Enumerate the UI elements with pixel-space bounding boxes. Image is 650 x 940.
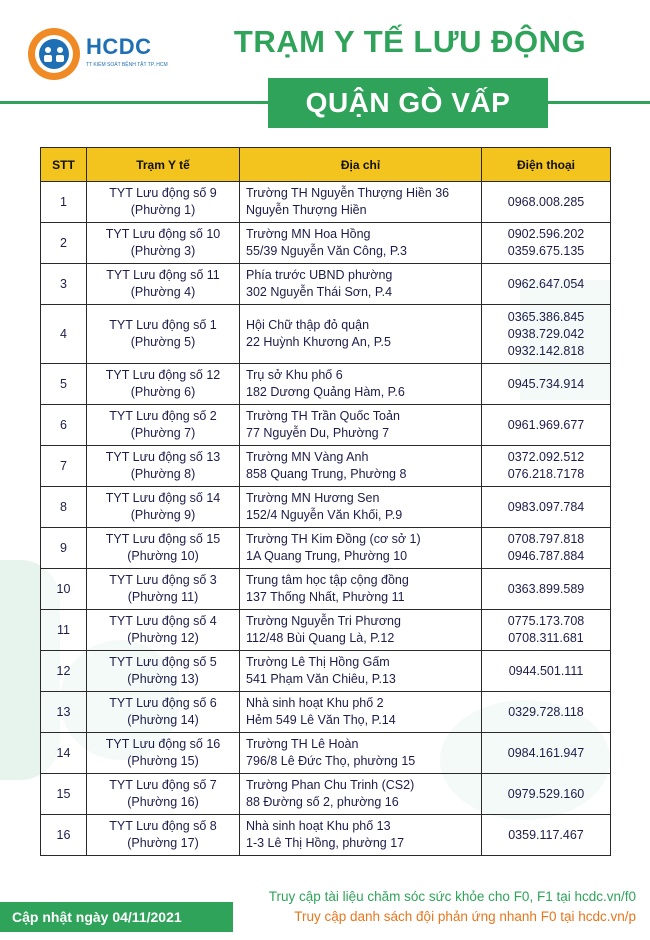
station-line: TYT Lưu động số 7 — [109, 778, 217, 792]
phone-number: 0359.117.467 — [508, 827, 584, 842]
station-line: (Phường 14) — [127, 713, 199, 727]
phone-number: 0968.008.285 — [507, 194, 585, 209]
station-line: (Phường 13) — [127, 672, 199, 686]
row-station — [87, 774, 240, 815]
row-address — [240, 569, 482, 610]
row-stt: 2 — [41, 223, 87, 264]
address-line: Trường TH Lê Hoàn — [246, 737, 359, 751]
phone-number: 0365.386.845 — [507, 309, 585, 324]
table-row — [41, 446, 611, 487]
row-phone — [482, 223, 611, 264]
phone-number: 0979.529.160 — [507, 786, 585, 801]
address-line: 22 Huỳnh Khương An, P.5 — [246, 335, 391, 349]
row-address — [240, 446, 482, 487]
address-line: Trụ sở Khu phố 6 — [246, 368, 343, 382]
station-line: TYT Lưu động số 10 — [105, 227, 221, 241]
row-phone — [482, 692, 611, 733]
row-address — [240, 528, 482, 569]
address-line: 152/4 Nguyễn Văn Khối, P.9 — [246, 508, 403, 522]
address-line: 88 Đường số 2, phường 16 — [246, 795, 399, 809]
station-line: (Phường 9) — [130, 508, 196, 522]
address-line: 302 Nguyễn Thái Sơn, P.4 — [246, 285, 393, 299]
address-line: 55/39 Nguyễn Văn Công, P.3 — [246, 244, 408, 258]
row-stt: 11 — [41, 610, 87, 651]
brand-name: HCDC — [86, 34, 152, 59]
row-stt: 1 — [41, 182, 87, 223]
station-line: TYT Lưu động số 6 — [109, 696, 217, 710]
row-stt: 10 — [41, 569, 87, 610]
row-station — [87, 487, 240, 528]
address-line: Hội Chữ thập đỏ quận — [246, 318, 370, 332]
station-line: TYT Lưu động số 11 — [106, 268, 220, 282]
row-address — [240, 305, 482, 364]
row-stt: 3 — [41, 264, 87, 305]
station-line: TYT Lưu động số 15 — [105, 532, 221, 546]
row-phone — [482, 774, 611, 815]
table-row — [41, 774, 611, 815]
address-line: Trường MN Vàng Anh — [246, 450, 369, 464]
station-line: (Phường 5) — [130, 335, 196, 349]
station-line: TYT Lưu động số 13 — [105, 450, 221, 464]
address-line: 137 Thống Nhất, Phường 11 — [246, 590, 405, 604]
row-station — [87, 651, 240, 692]
phone-number: 0946.787.884 — [507, 549, 585, 563]
row-station — [87, 405, 240, 446]
address-line: 541 Phạm Văn Chiêu, P.13 — [246, 672, 396, 686]
mobile-station-table — [40, 147, 611, 856]
row-stt: 7 — [41, 446, 87, 487]
row-phone — [482, 182, 611, 223]
address-line: 112/48 Bùi Quang Là, P.12 — [246, 631, 395, 645]
table-row — [41, 182, 611, 223]
station-line: (Phường 16) — [127, 795, 199, 809]
table-row — [41, 264, 611, 305]
row-phone — [482, 305, 611, 364]
row-address — [240, 733, 482, 774]
table-row — [41, 305, 611, 364]
row-stt: 14 — [41, 733, 87, 774]
address-line: 1A Quang Trung, Phường 10 — [246, 549, 408, 563]
row-phone — [482, 446, 611, 487]
table-row — [41, 487, 611, 528]
address-line: Trường TH Trần Quốc Toản — [246, 409, 400, 423]
row-phone — [482, 528, 611, 569]
row-station — [87, 610, 240, 651]
row-address — [240, 774, 482, 815]
row-address — [240, 651, 482, 692]
f0-docs-link[interactable]: Truy cập tài liệu chăm sóc sức khỏe cho F0, F1 tại hcdc.vn/f0 — [268, 889, 636, 904]
row-address — [240, 610, 482, 651]
station-line: (Phường 10) — [127, 549, 199, 563]
table-body — [41, 182, 611, 856]
station-line: (Phường 12) — [127, 631, 199, 645]
address-line: Trường Phan Chu Trinh (CS2) — [246, 778, 415, 792]
phone-number: 0708.311.681 — [508, 631, 584, 645]
phone-number: 0329.728.118 — [508, 704, 584, 719]
phone-number: 0372.092.512 — [507, 450, 585, 464]
station-line: TYT Lưu động số 9 — [109, 186, 217, 200]
row-station — [87, 264, 240, 305]
address-line: 182 Dương Quảng Hàm, P.6 — [246, 385, 405, 399]
row-phone — [482, 733, 611, 774]
station-line: TYT Lưu động số 2 — [109, 409, 217, 423]
table-row — [41, 528, 611, 569]
station-line: (Phường 11) — [127, 590, 199, 604]
phone-number: 0708.797.818 — [507, 532, 585, 546]
header-stt: STT — [41, 148, 87, 182]
row-address — [240, 405, 482, 446]
row-phone — [482, 815, 611, 856]
address-line: Trường MN Hoa Hồng — [246, 227, 371, 241]
f0-team-link[interactable]: Truy cập danh sách đội phản ứng nhanh F0 tại hcdc.vn/p — [294, 909, 636, 924]
phone-number: 0359.675.135 — [507, 244, 585, 258]
row-address — [240, 264, 482, 305]
station-line: (Phường 8) — [130, 467, 196, 481]
table-header-row — [41, 148, 611, 182]
address-line: Hẻm 549 Lê Văn Thọ, P.14 — [246, 713, 396, 727]
address-line: Trường TH Kim Đồng (cơ sở 1) — [246, 532, 421, 546]
address-line: Trường Lê Thị Hồng Gấm — [246, 655, 390, 669]
phone-number: 0944.501.111 — [508, 663, 584, 678]
station-line: TYT Lưu động số 16 — [105, 737, 221, 751]
station-line: TYT Lưu động số 3 — [109, 573, 217, 587]
station-line: TYT Lưu động số 8 — [109, 819, 217, 833]
row-phone — [482, 610, 611, 651]
address-line: 858 Quang Trung, Phường 8 — [246, 467, 407, 481]
hcdc-logo-icon — [26, 26, 82, 82]
row-stt: 12 — [41, 651, 87, 692]
address-line: Trung tâm học tập cộng đồng — [246, 573, 409, 587]
row-address — [240, 487, 482, 528]
row-stt: 5 — [41, 364, 87, 405]
row-address — [240, 182, 482, 223]
row-station — [87, 182, 240, 223]
row-stt: 8 — [41, 487, 87, 528]
row-phone — [482, 651, 611, 692]
address-line: Trường MN Hương Sen — [246, 491, 380, 505]
phone-number: 0363.899.589 — [507, 581, 585, 596]
row-phone — [482, 264, 611, 305]
row-address — [240, 815, 482, 856]
phone-number: 0961.969.677 — [507, 417, 585, 432]
phone-number: 0932.142.818 — [507, 343, 585, 358]
row-phone — [482, 364, 611, 405]
table-row — [41, 405, 611, 446]
table-row — [41, 610, 611, 651]
table-row — [41, 733, 611, 774]
row-address — [240, 364, 482, 405]
phone-number: 076.218.7178 — [507, 467, 585, 481]
row-address — [240, 692, 482, 733]
station-line: (Phường 3) — [130, 244, 196, 258]
table-row — [41, 223, 611, 264]
row-station — [87, 692, 240, 733]
row-address — [240, 223, 482, 264]
station-line: TYT Lưu động số 14 — [105, 491, 221, 505]
address-line: Trường TH Nguyễn Thượng Hiền 36 — [246, 186, 450, 200]
phone-number: 0962.647.054 — [507, 276, 585, 291]
page-title: TRẠM Y TẾ LƯU ĐỘNG — [233, 24, 587, 59]
row-stt: 13 — [41, 692, 87, 733]
row-stt: 6 — [41, 405, 87, 446]
station-line: TYT Lưu động số 1 — [109, 318, 217, 332]
table-row — [41, 569, 611, 610]
row-station — [87, 446, 240, 487]
district-banner: QUẬN GÒ VẤP — [268, 78, 548, 128]
row-phone — [482, 569, 611, 610]
phone-number: 0983.097.784 — [507, 499, 585, 514]
phone-number: 0984.161.947 — [507, 745, 585, 760]
phone-number: 0945.734.914 — [507, 376, 585, 391]
station-line: (Phường 6) — [130, 385, 196, 399]
address-line: Nhà sinh hoạt Khu phố 2 — [246, 696, 384, 710]
station-line: TYT Lưu động số 4 — [109, 614, 217, 628]
address-line: Phía trước UBND phường — [246, 268, 393, 282]
table-row — [41, 692, 611, 733]
table-row — [41, 815, 611, 856]
address-line: Nhà sinh hoạt Khu phố 13 — [246, 819, 391, 833]
address-line: 77 Nguyễn Du, Phường 7 — [246, 426, 390, 440]
row-station — [87, 364, 240, 405]
address-line: 796/8 Lê Đức Thọ, phường 15 — [246, 754, 416, 768]
address-line: Nguyễn Thượng Hiền — [246, 203, 367, 217]
station-line: (Phường 15) — [127, 754, 199, 768]
header-address: Địa chỉ — [240, 148, 482, 182]
station-line: TYT Lưu động số 12 — [105, 368, 221, 382]
row-phone — [482, 487, 611, 528]
row-station — [87, 528, 240, 569]
phone-number: 0938.729.042 — [507, 326, 585, 341]
brand-subtitle: TT KIỂM SOÁT BỆNH TẬT TP. HCM — [86, 62, 168, 68]
table-row — [41, 364, 611, 405]
station-line: (Phường 1) — [130, 203, 196, 217]
row-station — [87, 223, 240, 264]
station-line: (Phường 17) — [127, 836, 199, 850]
phone-number: 0775.173.708 — [507, 614, 585, 628]
row-station — [87, 569, 240, 610]
row-stt: 4 — [41, 305, 87, 364]
row-stt: 15 — [41, 774, 87, 815]
row-station — [87, 733, 240, 774]
row-station — [87, 305, 240, 364]
table-row — [41, 651, 611, 692]
update-date-badge: Cập nhật ngày 04/11/2021 — [0, 902, 233, 932]
row-phone — [482, 405, 611, 446]
row-station — [87, 815, 240, 856]
header-station: Trạm Y tế — [87, 148, 240, 182]
phone-number: 0902.596.202 — [507, 227, 585, 241]
station-line: (Phường 4) — [130, 285, 196, 299]
address-line: 1-3 Lê Thị Hồng, phường 17 — [246, 836, 405, 850]
header-phone: Điện thoại — [482, 148, 611, 182]
address-line: Trường Nguyễn Tri Phương — [246, 614, 401, 628]
row-stt: 9 — [41, 528, 87, 569]
station-line: (Phường 7) — [130, 426, 196, 440]
station-line: TYT Lưu động số 5 — [109, 655, 217, 669]
row-stt: 16 — [41, 815, 87, 856]
